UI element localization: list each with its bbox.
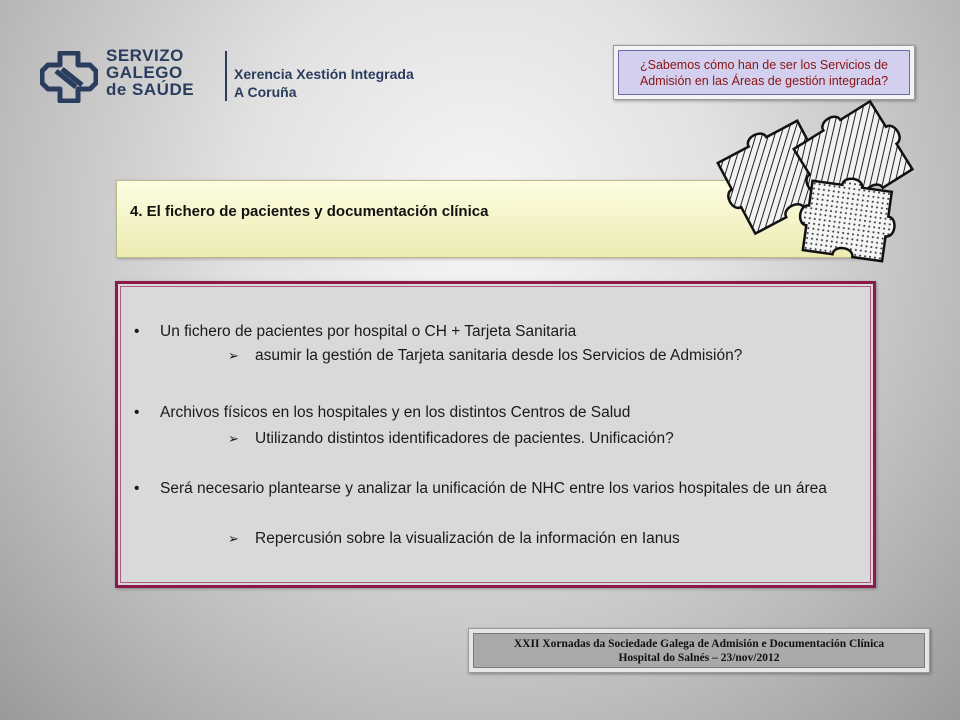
sergas-cross-logo-icon bbox=[40, 51, 98, 103]
question-line: Admisión en las Áreas de gestión integrada? bbox=[639, 73, 889, 88]
logo-brand-line: GALEGO bbox=[106, 63, 183, 82]
footer-banner-inner bbox=[473, 633, 925, 668]
logo-brand-line: de SAÚDE bbox=[106, 80, 195, 99]
bullet-text: Un fichero de pacientes por hospital o CH + Tarjeta Sanitaria bbox=[160, 323, 577, 340]
footer-line-venue-date: Hospital do Salnés – 23/nov/2012 bbox=[618, 651, 780, 664]
logo-brand-text bbox=[106, 47, 222, 98]
bullet-text: Será necesario plantearse y analizar la unificación de NHC entre los varios hospitales de un área bbox=[160, 480, 827, 497]
content-box bbox=[115, 281, 876, 588]
arrow-bullet-icon: ➢ bbox=[228, 348, 239, 363]
logo-unit-line: Xerencia Xestión Integrada bbox=[234, 66, 414, 82]
bullet-dot: • bbox=[134, 323, 140, 340]
logo-divider bbox=[225, 51, 227, 101]
sub-item-text: asumir la gestión de Tarjeta sanitaria desde los Servicios de Admisión? bbox=[255, 347, 743, 364]
section-title: 4. El fichero de pacientes y documentación clínica bbox=[130, 203, 489, 220]
logo-unit-line: A Coruña bbox=[234, 84, 297, 100]
footer-line-event: XXII Xornadas da Sociedade Galega de Admisión e Documentación Clínica bbox=[513, 637, 885, 650]
footer-banner bbox=[468, 628, 930, 673]
bullet-text: Archivos físicos en los hospitales y en los distintos Centros de Salud bbox=[160, 404, 631, 421]
bullet-dot: • bbox=[134, 480, 140, 497]
sergas-logo bbox=[40, 45, 414, 107]
sub-item-text: Repercusión sobre la visualización de la información en Ianus bbox=[255, 530, 680, 547]
arrow-bullet-icon: ➢ bbox=[228, 431, 239, 446]
sub-item-text: Utilizando distintos identificadores de pacientes. Unificación? bbox=[255, 430, 674, 447]
logo-unit-text bbox=[234, 65, 414, 101]
puzzle-pieces-icon bbox=[700, 90, 930, 270]
logo-brand-line: SERVIZO bbox=[106, 46, 184, 65]
arrow-bullet-icon: ➢ bbox=[228, 531, 239, 546]
question-banner-inner bbox=[618, 50, 910, 95]
question-line: ¿Sabemos cómo han de ser los Servicios de bbox=[639, 57, 889, 72]
bullet-dot: • bbox=[134, 404, 140, 421]
